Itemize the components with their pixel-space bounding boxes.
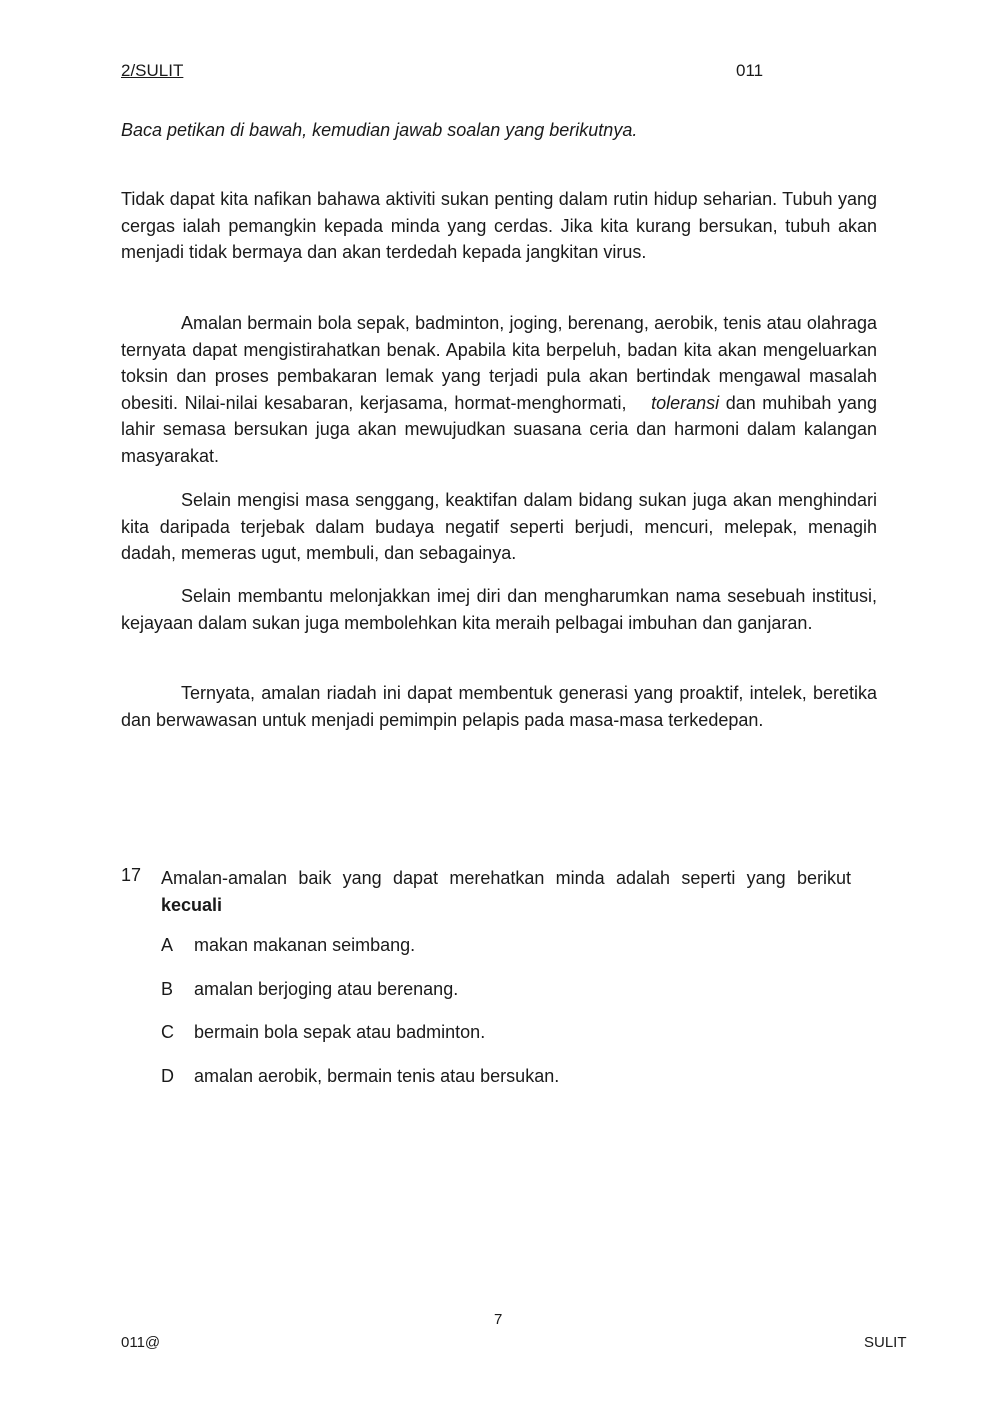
paragraph-3: Selain mengisi masa senggang, keaktifan dalam bidang sukan juga akan menghindari kita daripada terjebak dalam budaya negatif seperti berjudi, mencuri, melepak, menagih dadah, memeras ugut, membuli, dan sebagainya. — [121, 490, 877, 564]
question-stem — [161, 865, 851, 918]
option-d-letter: D — [161, 1066, 174, 1086]
option-a-letter: A — [161, 935, 174, 955]
option-c-letter: C — [161, 1022, 174, 1042]
option-b-text: amalan berjoging atau berenang. — [194, 979, 459, 999]
page-number: 7 — [494, 1311, 503, 1328]
paragraph-2 — [121, 310, 877, 470]
option-b-letter: B — [161, 979, 174, 999]
option-d-text: amalan aerobik, bermain tenis atau bersukan. — [194, 1066, 560, 1086]
paragraph-1: Tidak dapat kita nafikan bahawa aktiviti sukan penting dalam rutin hidup seharian. Tubuh yang cergas ialah pemangkin kepada minda yang cerdas. Jika kita kurang bersukan, tubuh akan menjadi tidak bermaya dan akan terdedah kepada jangkitan virus. — [121, 189, 877, 263]
footer-right: SULIT — [864, 1334, 907, 1351]
question-number: 17 — [121, 865, 142, 885]
paragraph-2-italic-term: toleransi — [651, 392, 720, 413]
option-a-text: makan makanan seimbang. — [194, 935, 416, 955]
paragraph-4: Selain membantu melonjakkan imej diri dan mengharumkan nama sesebuah institusi, kejayaan dalam sukan juga membolehkan kita meraih pelbagai imbuhan dan ganjaran. — [121, 586, 877, 633]
question-emphasis: kecuali — [161, 894, 223, 915]
paragraph-5: Ternyata, amalan riadah ini dapat membentuk generasi yang proaktif, intelek, beretika dan berwawasan untuk menjadi pemimpin pelapis pada masa-masa terkedepan. — [121, 683, 877, 730]
paragraph-2-part-b: dan muhibah yang lahir semasa bersukan juga akan mewujudkan suasana ceria dan harmoni dalam kalangan masyarakat. — [121, 392, 877, 466]
option-c-text: bermain bola sepak atau badminton. — [194, 1022, 486, 1042]
footer-left: 011@ — [121, 1334, 161, 1351]
header-left: 2/SULIT — [121, 61, 184, 80]
paragraph-2-part-a: Amalan bermain bola sepak, badminton, joging, berenang, aerobik, tenis atau olahraga ternyata dapat mengistirahatkan benak. Apabila kita berpeluh, badan kita akan mengeluarkan toksin dan proses pembakaran lemak yang terjadi pula akan bertindak mengawal masalah obesiti. Nilai-nilai kesabaran, kerjasama, hormat-menghormati, — [121, 313, 877, 413]
question-text: Amalan-amalan baik yang dapat merehatkan minda adalah seperti yang berikut — [161, 868, 851, 888]
instruction: Baca petikan di bawah, kemudian jawab soalan yang berikutnya. — [121, 120, 638, 140]
header-code: 011 — [736, 61, 764, 80]
